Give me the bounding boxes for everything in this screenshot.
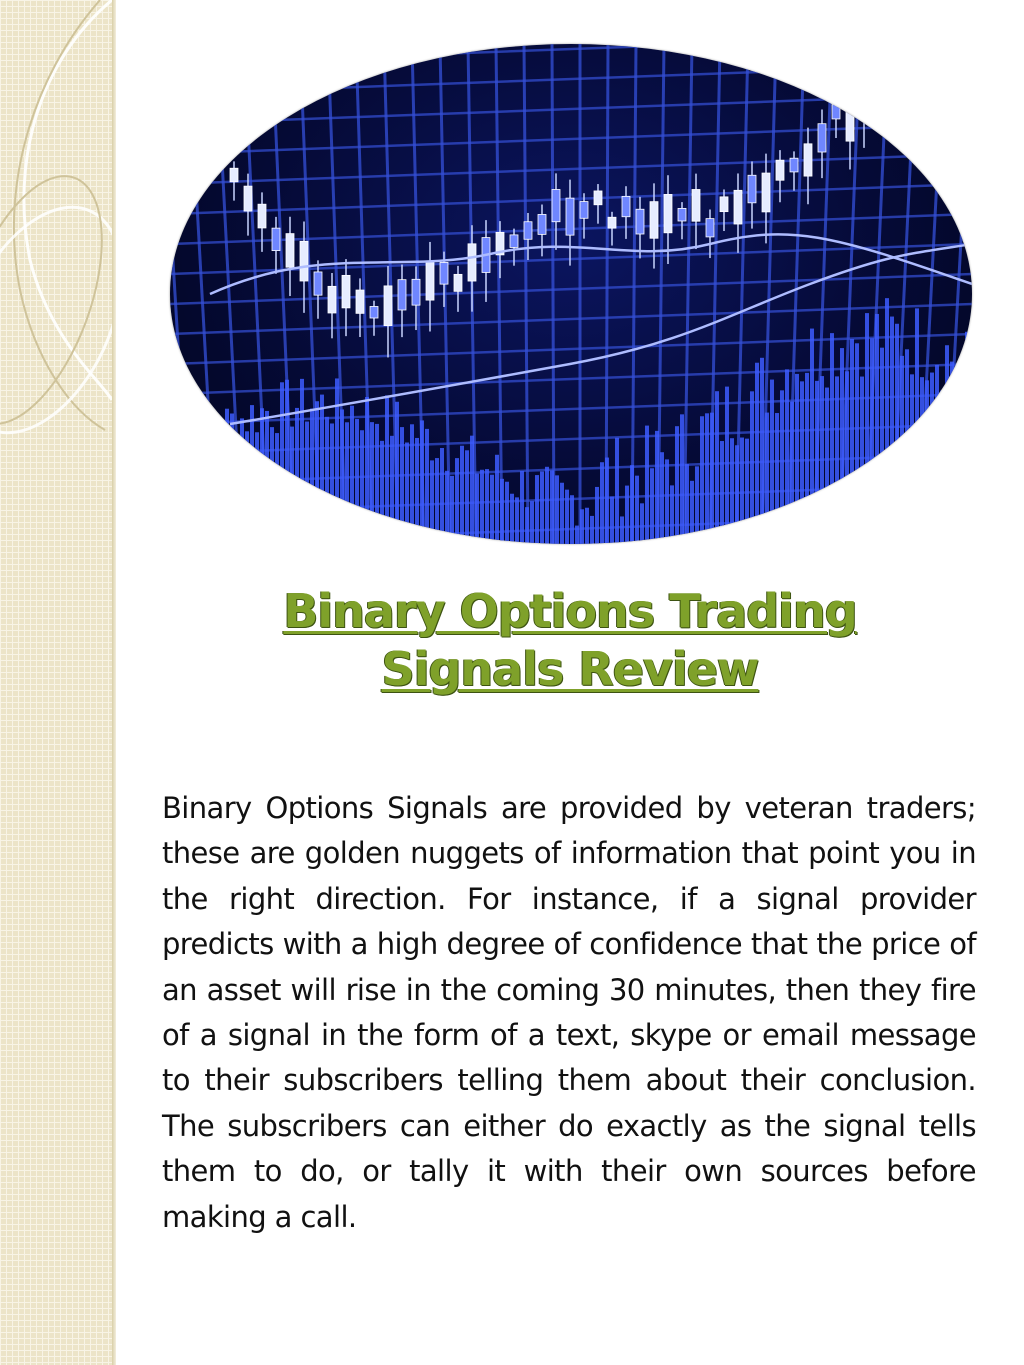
volume-bar [175,446,179,544]
volume-bar [220,439,224,544]
candle-body [454,274,462,291]
volume-bar [720,441,724,544]
volume-bar [870,338,874,544]
volume-bar [285,380,289,544]
volume-bar [335,378,339,544]
volume-bar [775,413,779,544]
volume-bar [690,481,694,544]
volume-bar [535,475,539,544]
volume-bar [435,458,439,544]
volume-bar [460,446,464,544]
volume-bar [200,460,204,544]
volume-bar [825,388,829,544]
candle-body [608,217,616,228]
candle-body [272,228,280,250]
volume-bar [270,427,274,544]
volume-bar [400,427,404,544]
volume-bar [545,467,549,544]
volume-bar [330,423,334,544]
candle-body [258,204,266,228]
volume-bar [840,348,844,544]
grid-line-vertical [524,44,528,544]
candle-body [748,175,756,203]
volume-bar [420,420,424,544]
volume-bar [885,298,889,544]
grid-line-horizontal [170,44,972,64]
volume-bar [600,462,604,544]
volume-bar [625,486,629,544]
volume-bar [650,468,654,544]
moving-average-line [210,234,972,294]
volume-bar [820,376,824,544]
volume-bar [355,419,359,544]
volume-bar [440,448,444,544]
volume-bar [430,460,434,544]
volume-bar [240,418,244,544]
volume-bar [860,377,864,544]
candle-body [818,124,826,152]
volume-bar [845,371,849,544]
volume-bar [675,426,679,544]
decorative-swirl [0,0,112,1365]
volume-bar [810,329,814,544]
title-line-1: Binary Options Trading [283,584,857,638]
candle-body [300,241,308,281]
volume-bar [655,431,659,544]
volume-bar [540,472,544,544]
volume-bar [325,417,329,544]
volume-bar [425,429,429,544]
volume-bar [615,438,619,544]
volume-bar [970,367,972,544]
volume-bar [465,450,469,544]
volume-bar [295,408,299,544]
volume-bar [245,431,249,544]
volume-bar [740,438,744,544]
volume-bar [610,496,614,544]
volume-bar [490,475,494,544]
volume-bar [875,314,879,544]
volume-bar [620,516,624,544]
volume-bar [580,509,584,544]
candle-body [678,208,686,221]
candle-body [244,186,252,211]
volume-bar [805,373,809,544]
volume-bar [910,374,914,544]
volume-bar [275,433,279,544]
volume-bar [715,391,719,544]
volume-bar [350,406,354,544]
volume-bar [790,402,794,544]
candle-body [622,196,630,216]
candle-body [230,168,238,182]
volume-bar [700,416,704,544]
volume-bar [745,439,749,544]
volume-bar [370,422,374,544]
volume-bar [450,476,454,544]
volume-bar [360,430,364,544]
volume-bar [900,356,904,544]
volume-bar [645,426,649,544]
volume-bar [415,438,419,544]
volume-bar [525,507,529,544]
volume-bar [890,317,894,544]
volume-bar [445,471,449,544]
volume-bar [560,483,564,544]
volume-bar [730,438,734,544]
volume-bar [455,458,459,544]
grid-line-horizontal [170,304,972,334]
volume-bar [660,452,664,544]
volume-bar [185,458,189,544]
volume-bar [410,424,414,544]
candle-body [636,209,644,234]
volume-bar [665,459,669,544]
candle-body [538,214,546,234]
candle-body [384,286,392,326]
volume-bar [695,466,699,544]
candle-body [776,160,784,180]
volume-bar [305,422,309,544]
volume-bar [265,411,269,544]
volume-bar [345,422,349,544]
volume-bar [765,413,769,544]
volume-bar [750,391,754,544]
volume-bar [865,313,869,544]
volume-bar [950,362,954,544]
volume-bar [680,414,684,544]
volume-bar [780,390,784,544]
volume-bar [795,374,799,544]
volume-bar [640,503,644,544]
volume-bar [815,381,819,544]
volume-bar [215,434,219,544]
volume-bar [235,444,239,544]
volume-bar [945,345,949,544]
candle-body [398,280,406,310]
volume-bar [630,465,634,544]
volume-bar [895,324,899,544]
volume-bar [520,471,524,544]
volume-bar [925,380,929,544]
volume-bar [515,497,519,544]
candle-body [328,286,336,313]
volume-bar [605,458,609,544]
title-line-2: Signals Review [381,642,759,696]
volume-bar [300,379,304,544]
volume-bar [375,424,379,544]
candle-body [314,272,322,295]
volume-bar [955,370,959,544]
volume-bar [585,508,589,544]
candle-body [594,191,602,205]
candle-body [930,57,938,81]
volume-bar [530,501,534,544]
volume-bar [565,490,569,544]
candle-body [664,194,672,232]
candle-body [566,198,574,235]
volume-bar [250,405,254,544]
volume-bar [590,516,594,544]
volume-bar [705,413,709,544]
candle-body [874,62,882,99]
candle-body [916,76,924,104]
volume-bar [710,413,714,544]
candle-body [846,109,854,142]
volume-bar [210,426,214,544]
volume-bar [770,380,774,544]
volume-bar [280,382,284,544]
volume-bar [635,476,639,544]
volume-bar [470,436,474,544]
volume-bar [480,470,484,544]
body-paragraph: Binary Options Signals are provided by veteran traders; these are golden nuggets of information that point you in the right direction. For instance, if a signal provider predicts with a high degree of confidence that the price of an asset will rise in the coming 30 minutes, then they fire of a signal in the form of a text, skype or email message to their subscribers telling them about their conclusion. The subscribers can either do exactly as the signal tells them to do, or tally it with their own sources before making a call. [162,791,976,1234]
volume-bar [965,332,969,544]
volume-bar [310,409,314,544]
candle-body [944,77,952,96]
volume-bar [785,369,789,544]
decorative-side-panel [0,0,112,1365]
volume-bar [940,391,944,544]
page-title [160,582,980,698]
candle-body [888,70,896,87]
volume-bar [365,397,369,544]
volume-bar [880,348,884,544]
volume-bar [340,409,344,544]
volume-bar [735,445,739,544]
volume-bar [395,402,399,544]
volume-bar [670,485,674,544]
volume-bar [255,432,259,544]
candle-body [370,306,378,318]
volume-bar [380,441,384,544]
candle-body [510,235,518,248]
volume-bar [930,373,934,544]
candle-body [286,234,294,268]
candle-body [468,244,476,281]
volume-bar [475,474,479,544]
volume-bar [830,333,834,544]
volume-bar [485,469,489,544]
volume-bar [190,445,194,544]
volume-bar [195,438,199,544]
candle-body [720,197,728,212]
candle-body [860,82,868,118]
candle-body [580,202,588,219]
candle-body [342,275,350,308]
grid-line-horizontal [170,64,972,94]
volume-bar [390,436,394,544]
volume-bar [505,482,509,544]
volume-bar [550,470,554,544]
candle-body [804,144,812,176]
volume-bar [685,464,689,544]
volume-bar [170,453,174,544]
volume-bar [570,495,574,544]
volume-bar [850,339,854,544]
grid-line-horizontal [170,154,972,184]
candle-body [426,261,434,300]
candle-body [706,219,714,237]
candle-body [412,279,420,305]
candle-body [692,189,700,221]
side-panel-edge [112,0,116,1365]
volume-bar [800,381,804,544]
volume-bar [205,413,209,544]
volume-bar [935,365,939,544]
volume-bar [260,408,264,544]
volume-bar [725,387,729,544]
volume-bar [555,475,559,544]
volume-bar [595,487,599,544]
volume-bar [760,358,764,544]
volume-bar [915,308,919,544]
candle-body [440,262,448,284]
candle-body [734,190,742,224]
volume-bar [315,401,319,544]
volume-bar [405,442,409,544]
volume-bar [495,455,499,544]
volume-bar [225,409,229,544]
chart-illustration [170,44,972,544]
candle-body [552,189,560,221]
volume-bar [290,427,294,544]
volume-bar [905,349,909,544]
volume-bar [920,377,924,544]
volume-bar [835,376,839,544]
volume-bar [320,395,324,544]
candle-body [356,290,364,313]
candle-body [902,67,910,87]
candle-body [790,158,798,172]
volume-bar [575,526,579,544]
candle-body [832,105,840,119]
candle-body [524,222,532,240]
volume-bar [230,414,234,544]
volume-bar [385,395,389,544]
volume-bar [960,359,964,544]
candle-body [650,202,658,239]
volume-bar [755,363,759,544]
candle-body [762,173,770,212]
volume-bar [510,494,514,544]
volume-bar [500,479,504,544]
volume-bar [180,468,184,544]
trading-chart-image [170,44,972,544]
volume-bar [855,343,859,544]
